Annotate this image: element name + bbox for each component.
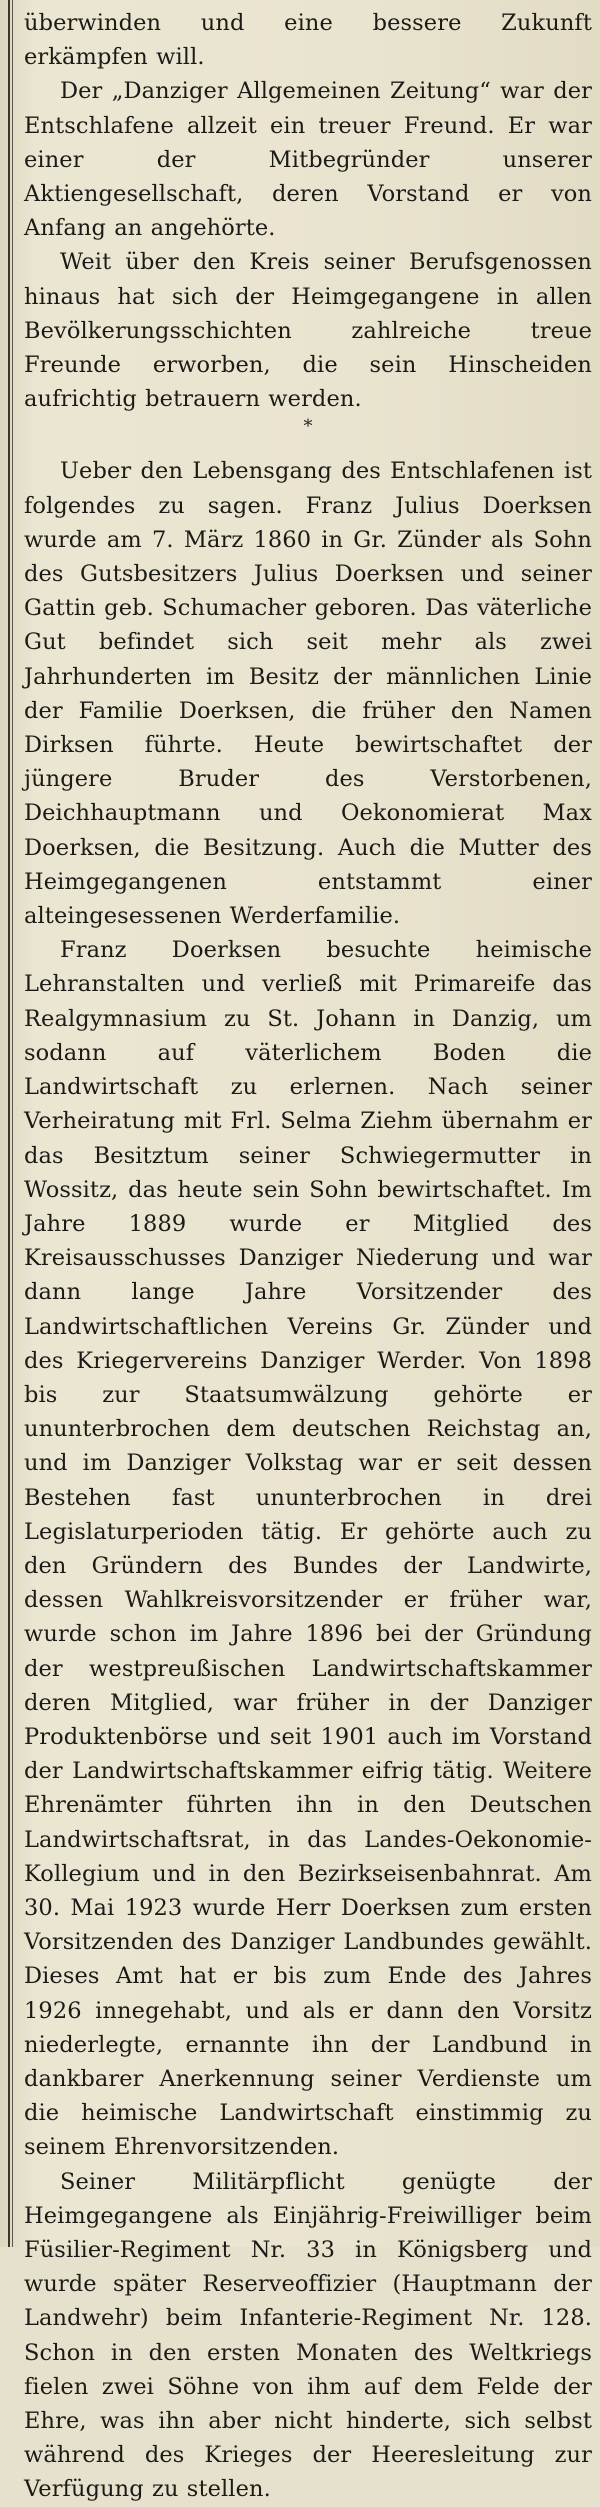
column-rule — [8, 0, 10, 2247]
paragraph-military-service: Seiner Militärpflicht genügte der Heimgegangene als Einjährig-Freiwilliger beim Füsilier-Regiment Nr. 33 in Königsberg und wurde später Reserveoffizier (Hauptmann der Landwehr) beim Infanterie-Regiment Nr. 128. Schon in den ersten Monaten des Weltkriegs fielen zwei Söhne von ihm auf dem Felde der Ehre, was ihn aber nicht hinderte, sich selbst während des Krieges der Heeresleitung zur Verfügung zu stellen. — [24, 2168, 592, 2503]
asterisk-divider: * — [303, 416, 313, 438]
article-column — [24, 6, 592, 2507]
paragraph-career: Franz Doerksen besuchte heimische Lehranstalten und verließ mit Primareife das Realgymnasium zu St. Johann in Danzig, um sodann auf väterlichem Boden die Landwirtschaft zu erlernen. Nach seiner Verheiratung mit Frl. Selma Ziehm übernahm er das Besitztum seiner Schwiegermutter in Wossitz, das heute sein Sohn bewirtschaftet. Im Jahre 1889 wurde er Mitglied des Kreisausschusses Danziger Niederung und war dann lange Jahre Vorsitzender des Landwirtschaftlichen Vereins Gr. Zünder und des Kriegervereins Danziger Werder. Von 1898 bis zur Staatsumwälzung gehörte er ununterbrochen dem deutschen Reichstag an, und im Danziger Volkstag war er seit dessen Bestehen fast ununterbrochen in drei Legislaturperioden tätig. Er gehörte auch zu den Gründern des Bundes der Landwirte, dessen Wahlkreisvorsitzender er früher war, wurde schon im Jahre 1896 bei der Gründung der westpreußischen Landwirtschaftskammer deren Mitglied, war früher in der Danziger Produktenbörse und seit 1901 auch im Vorstand der Landwirtschaftskammer eifrig tätig. Weitere Ehrenämter führten ihn in den Deutschen Landwirtschaftsrat, in das Landes-Oekonomie-Kollegium und in den Bezirkseisenbahnrat. Am 30. Mai 1923 wurde Herr Doerksen zum ersten Vorsitzenden des Danziger Landbundes gewählt. Dieses Amt hat er bis zum Ende des Jahres 1926 innegehabt, und als er dann den Vorsitz niederlegte, ernannte ihn der Landbund in dankbarer Anerkennung seiner Verdienste um die heimische Landwirtschaft einstimmig zu seinem Ehrenvorsitzenden. — [24, 937, 592, 2161]
paragraph-life-origin: Ueber den Lebensgang des Entschlafenen ist folgendes zu sagen. Franz Julius Doerksen wurde am 7. März 1860 in Gr. Zünder als Sohn des Gutsbesitzers Julius Doerksen und seiner Gattin geb. Schumacher geboren. Das väterliche Gut befindet sich seit mehr als zwei Jahrhunderten im Besitz der männlichen Linie der Familie Doerksen, die früher den Namen Dirksen führte. Heute bewirtschaftet der jüngere Bruder des Verstorbenen, Deichhauptmann und Oekonomierat Max Doerksen, die Besitzung. Auch die Mutter des Heimgegangenen entstammt einer alteingesessenen Werderfamilie. — [24, 458, 592, 930]
paragraph-mourning-friends: Weit über den Kreis seiner Berufsgenossen hinaus hat sich der Heimgegangene in allen Bevölkerungsschichten zahlreiche treue Freunde erworben, die sein Hinscheiden aufrichtig betrauern werden. — [24, 249, 592, 413]
paragraph-newspaper-friend: Der „Danziger Allgemeinen Zeitung“ war der Entschlafene allzeit ein treuer Freund. Er war einer der Mitbegründer unserer Aktiengesellschaft, deren Vorstand er von Anfang an angehörte. — [24, 78, 592, 242]
section-divider — [24, 416, 592, 454]
paragraph-continuation: überwinden und eine bessere Zukunft erkämpfen will. — [24, 10, 592, 71]
column-rule-inner — [12, 0, 13, 2247]
